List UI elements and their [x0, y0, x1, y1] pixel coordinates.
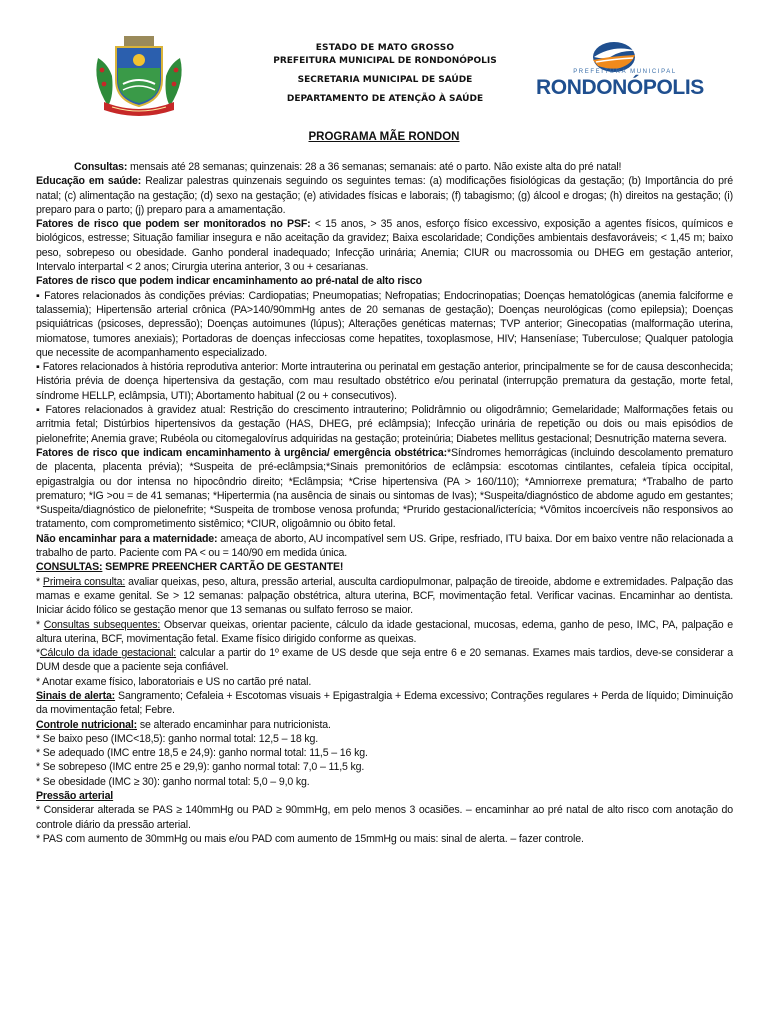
- controle-nutricional-label: Controle nutricional:: [36, 718, 138, 731]
- municipal-coat-of-arms-icon: [90, 36, 188, 116]
- sinais-alerta-text: Sangramento; Cefaleia + Escotomas visuais + Epigastralgia + Edema excessivo; Contrações regulares + Perda de líquido; Diminuição da movimentação fetal; Febre.: [36, 689, 733, 717]
- consultas-heading: CONSULTAS:: [36, 561, 103, 574]
- primeira-consulta-paragraph: [36, 575, 733, 618]
- nutricional-item: * Se obesidade (IMC ≥ 30): ganho normal total: 5,0 – 9,0 kg.: [36, 775, 310, 788]
- pressao-arterial-heading: Pressão arterial: [36, 790, 114, 803]
- alto-risco-item-historia: ▪ Fatores relacionados à história reprodutiva anterior: Morte intrauterina ou perinatal em gestação anterior, principalmente se for de causa desconhecida; História prévia de doença hipertensiva da gestação, com mau resultado obstétrico e/ou perinatal (interrupção prematura da gestação, morte fetal, síndrome HELLP, eclâmpsia, UTI); Abortamento habitual (2 ou + consecutivos).: [36, 361, 733, 402]
- nao-encaminhar-text: ameaça de aborto, AU incompatível sem US. Gripe, resfriado, ITU baixa. Dor em baixo ventre não relacionada a trabalho de parto. Paciente com PA < ou = 140/90 em medida única.: [36, 532, 733, 560]
- controle-nutricional-text: se alterado encaminhar para nutricionista.: [137, 718, 331, 731]
- primeira-consulta-label: Primeira consulta:: [42, 575, 126, 588]
- document-header: [0, 0, 768, 122]
- fatores-psf-paragraph: [36, 217, 733, 274]
- nao-encaminhar-label: Não encaminhar para a maternidade:: [36, 532, 218, 545]
- primeira-consulta-text: avaliar queixas, peso, altura, pressão arterial, ausculta cardiopulmonar, palpação de tireoide, abdome e extremidades. Palpação das mamas e exame genital. Se > 12 semanas: palpação obstétrica, altura uterina, BCF, movimentação fetal. Verificar vacinas. Encaminhar ao dentista. Iniciar ácido fólico se gestação menor que 13 semanas ou sulfato ferroso se maior.: [36, 575, 733, 617]
- urgencia-text: *Síndromes hemorrágicas (incluindo descolamento prematuro de placenta, placenta prévia); *Suspeita de pré-eclâmpsia;*Sinais premonitórios de eclâmpsia: escotomas cintilantes, cefaleia típica occipital, epigastralgia ou dor intensa no hipocôndrio direito; *Eclâmpsia; *Crise hipertensiva (PA > 160/110); *Amniorrexe prematura; *Trabalho de parto prematuro; *IG >ou = de 41 semanas; *Hipertermia (na ausência de sinais ou sintomas de Ivas); *Suspeita/diagnóstico de abdome agudo em gestantes; *Suspeita/diagnóstico de pielonefrite; *Suspeita de trombose venosa profunda; *Prurido gestacional/icterícia; *Vômitos incoercíveis não responsivos ao tratamento, com comprometimento sistêmico; *CIUR, oligoâmnio ou óbito fetal.: [36, 446, 733, 531]
- consultas-subsequentes-bullet: *: [36, 618, 44, 631]
- educacao-label: Educação em saúde:: [36, 175, 142, 188]
- nutricional-item: * Se adequado (IMC entre 18,5 e 24,9): ganho normal total: 11,5 – 16 kg.: [36, 747, 368, 760]
- document-body: [36, 160, 733, 846]
- controle-nutricional-line: [36, 718, 733, 732]
- municipality-name: PREFEITURA MUNICIPAL DE RONDONÓPOLIS: [273, 56, 497, 66]
- calculo-idade-paragraph: [36, 646, 733, 675]
- educacao-text: Realizar palestras quinzenais seguindo os seguintes temas: (a) modificações fisiológicas da gestação; (b) Importância do pré natal; (c) alimentação na gestação; (d) sexo na gestação; (e) atividades físicas e laborais; (f) tabagismo; (g) álcool e drogas; (h) direitos na gestação; (i) preparo para o parto; (j) preparo para a amamentação.: [36, 175, 733, 216]
- state-name: ESTADO DE MATO GROSSO: [315, 43, 455, 53]
- educacao-paragraph: [36, 174, 733, 217]
- consultas-label: Consultas:: [74, 161, 128, 173]
- secretariat-name: SECRETARIA MUNICIPAL DE SAÚDE: [297, 75, 473, 85]
- logo-subtitle: PREFEITURA MUNICIPAL: [573, 69, 677, 75]
- alto-risco-heading: Fatores de risco que podem indicar encaminhamento ao pré-natal de alto risco: [36, 275, 422, 288]
- calculo-idade-text: calcular a partir do 1º exame de US desde que seja entre 6 e 20 semanas. Exames mais tardios, deve-se considerar a DUM desde que a paciente seja confiável.: [36, 647, 733, 674]
- calculo-idade-bullet: *: [36, 647, 40, 660]
- alto-risco-item-condicoes: ▪ Fatores relacionados às condições prévias: Cardiopatias; Pneumopatias; Nefropatias; Endocrinopatias; Doenças hematológicas (anemia falciforme e talassemia); Hipertensão arterial crônica (PA>140/90mmHg antes de 20 semanas de gestação); Doenças neurológicas (como epilepsia); Doenças psiquiátricas (psicoses, depressão); Doenças autoimunes (lúpus); Alterações genéticas maternas; TVP anterior; Ginecopatias (malformação uterina, miomatose, tumores anexiais); Portadoras de doenças infecciosas come hepatites, toxoplasmose, HIV; Hanseníase; Tuberculose; Qualquer patologia que necessite de acompanhamento especializado.: [36, 289, 733, 359]
- calculo-idade-label: Cálculo da idade gestacional:: [39, 647, 177, 660]
- consultas-subsequentes-paragraph: [36, 618, 733, 647]
- cartao-gestante-text: SEMPRE PREENCHER CARTÃO DE GESTANTE!: [102, 561, 344, 574]
- sinais-alerta-paragraph: [36, 689, 733, 718]
- nutricional-item: * Se baixo peso (IMC<18,5): ganho normal total: 12,5 – 18 kg.: [36, 732, 319, 745]
- consultas-subsequentes-label: Consultas subsequentes:: [43, 618, 161, 631]
- fatores-psf-text: < 15 anos, > 35 anos, esforço físico excessivo, exposição a agentes físicos, químicos e biológicos, estresse; Situação familiar insegura e não aceitação da gravidez; Baixa escolaridade; Condições ambientais desfavoráveis; < 1,45 m; baixo peso, sobrepeso ou obesidade. Ganho ponderal inadequado; Infecção urinária; Anemia; CIUR ou macrossomia ou DHEG em gestação anterior, Intervalo interpartal < 2 anos; Cirurgia uterina anterior, 3 ou + cesarianas.: [36, 218, 734, 274]
- fatores-psf-label: Fatores de risco que podem ser monitorados no PSF:: [36, 218, 311, 231]
- cartao-gestante-line: [36, 560, 733, 574]
- document-title: PROGRAMA MÃE RONDON: [308, 131, 460, 143]
- urgencia-paragraph: [36, 446, 733, 532]
- consultas-subsequentes-text: Observar queixas, orientar paciente, cálculo da idade gestacional, mucosas, edema, ganho de peso, IMC, PA, palpação e altura uterina, BCF, movimentação fetal. Exame físico dirigido conforme as queixas.: [36, 618, 733, 645]
- urgencia-label: Fatores de risco que indicam encaminhamento à urgência/ emergência obstétrica:: [36, 446, 447, 459]
- department-name: DEPARTAMENTO DE ATENÇÃO À SAÚDE: [286, 94, 484, 104]
- logo-wordmark: RONDONÓPOLIS: [536, 76, 704, 99]
- pressao-arterial-item: * Considerar alterada se PAS ≥ 140mmHg ou PAD ≥ 90mmHg, em pelo menos 3 ocasiões. – encaminhar ao pré natal de alto risco com anotação do controle diário da pressão arterial.: [36, 804, 733, 831]
- pressao-arterial-item: * PAS com aumento de 30mmHg ou mais e/ou PAD com aumento de 15mmHg ou mais: sinal de alerta. – fazer controle.: [36, 832, 584, 845]
- alto-risco-item-gravidez: ▪ Fatores relacionados à gravidez atual: Restrição do crescimento intrauterino; Polidrâmnio ou oligodrâmnio; Gemelaridade; Malformações fetais ou arritmia fetal; Distúrbios hipertensivos da gestação (HAS, DHEG, pré eclâmpsia); Infecção urinária de repetição ou dois ou mais episódios de pielonefrite; Anemia grave; Rubéola ou citomegalovírus adquiridas na gestação; proteinúria; Diabetes mellitus gestacional; Desnutrição materna severa.: [36, 404, 733, 445]
- header-text: [240, 42, 530, 106]
- sinais-alerta-label: Sinais de alerta:: [36, 689, 116, 702]
- nao-encaminhar-paragraph: [36, 532, 733, 561]
- primeira-consulta-bullet: *: [36, 575, 43, 588]
- anotar-exame-line: * Anotar exame físico, laboratoriais e US no cartão pré natal.: [36, 675, 312, 688]
- consultas-paragraph: [36, 160, 733, 174]
- nutricional-item: * Se sobrepeso (IMC entre 25 e 29,9): ganho normal total: 7,0 – 11,5 kg.: [36, 761, 365, 774]
- consultas-text: mensais até 28 semanas; quinzenais: 28 a 36 semanas; semanais: até o parto. Não existe alta do pré natal!: [127, 161, 622, 173]
